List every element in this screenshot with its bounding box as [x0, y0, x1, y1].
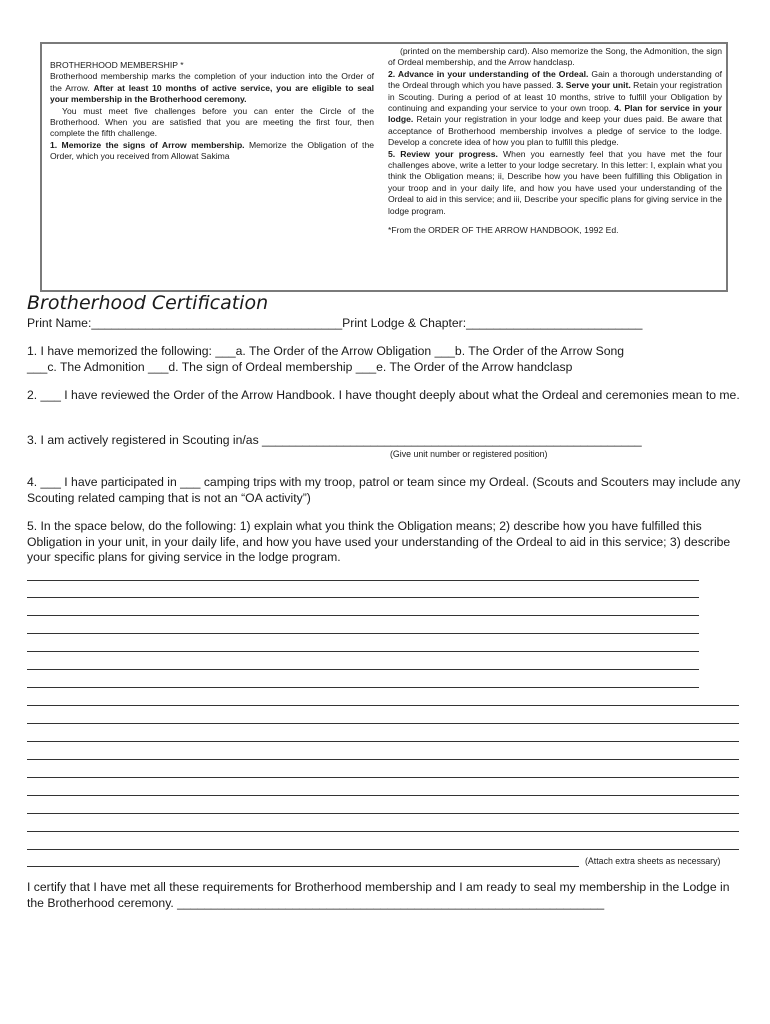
- print-name-field[interactable]: Print Name:_____________________________________Print Lodge & Chapter:__________________________: [27, 316, 643, 330]
- answer-line[interactable]: [27, 669, 699, 670]
- answer-line[interactable]: [27, 866, 579, 867]
- answer-line[interactable]: [27, 580, 699, 581]
- question-1-line-2[interactable]: ___c. The Admonition ___d. The sign of Ordeal membership ___e. The Order of the Arrow handclasp: [27, 360, 573, 374]
- question-1-line-1[interactable]: 1. I have memorized the following: ___a. The Order of the Arrow Obligation ___b. The Order of the Arrow Song: [27, 344, 625, 358]
- info-left-paragraph-3: 1. Memorize the signs of Arrow membership. Memorize the Obligation of the Order, which you received from Allowat Sakima: [50, 139, 374, 162]
- question-2[interactable]: 2. ___ I have reviewed the Order of the Arrow Handbook. I have thought deeply about what the Ordeal and ceremonies mean to me.: [27, 388, 740, 402]
- answer-line[interactable]: [27, 687, 699, 688]
- answer-line[interactable]: [27, 705, 739, 706]
- answer-line[interactable]: [27, 633, 699, 634]
- info-left-column: [50, 60, 374, 163]
- info-left-paragraph-1: Brotherhood membership marks the completion of your induction into the Order of the Arrow. After at least 10 months of active service, you are eligible to seal your membership in the Brotherhood ceremony.: [50, 71, 374, 105]
- question-3[interactable]: 3. I am actively registered in Scouting in/as ________________________________________________________: [27, 433, 642, 447]
- answer-line[interactable]: [27, 795, 739, 796]
- info-left-paragraph-2: You must meet five challenges before you can enter the Circle of the Brotherhood. When you are satisfied that you are meeting the first four, then complete the fifth challenge.: [50, 105, 374, 139]
- question-3-note: (Give unit number or registered position): [390, 449, 548, 459]
- attach-note: (Attach extra sheets as necessary): [585, 856, 721, 866]
- info-heading: BROTHERHOOD MEMBERSHIP *: [50, 60, 184, 70]
- page-title: Brotherhood Certification: [27, 292, 269, 314]
- info-right-paragraph-1: (printed on the membership card). Also memorize the Song, the Admonition, the sign of Ordeal membership, and the Arrow handclasp.: [388, 46, 722, 68]
- answer-line[interactable]: [27, 831, 739, 832]
- answer-line[interactable]: [27, 777, 739, 778]
- info-footnote: *From the ORDER OF THE ARROW HANDBOOK, 1992 Ed.: [388, 225, 619, 236]
- info-right-paragraph-2: 2. Advance in your understanding of the Ordeal. Gain a thorough understanding of the Ordeal through which you have passed. 3. Serve your unit. Retain your registration in Scouting. During a period of at least 10 months, strive to fulfill your Obligation by continuing and expanding your service to your own troop. 4. Plan for service in your lodge. Retain your registration in your lodge and keep your dues paid. Be aware that acceptance of Brotherhood membership involves a pledge of service to the lodge. Develop a concrete idea of how you plan to fulfill this pledge.: [388, 68, 723, 148]
- info-right-column: [388, 46, 722, 237]
- info-box: [40, 42, 728, 292]
- answer-line[interactable]: [27, 849, 739, 850]
- answer-line[interactable]: [27, 615, 699, 616]
- answer-line[interactable]: [27, 723, 739, 724]
- answer-line[interactable]: [27, 741, 739, 742]
- info-right-paragraph-3: 5. Review your progress. When you earnestly feel that you have met the four challenges above, write a letter to your lodge secretary. In this letter: I, explain what you think the Obligation means; ii, Describe how you have been fulfilling this Obligation in your troop and in your daily life, and how you have used your understanding of the Ordeal to aid in this service; and iii, Describe your specific plans for giving service in the lodge program.: [388, 148, 723, 216]
- answer-line[interactable]: [27, 651, 699, 652]
- answer-line[interactable]: [27, 759, 739, 760]
- certification-statement[interactable]: I certify that I have met all these requirements for Brotherhood membership and I am ready to seal my membership in the Lodge in the Brotherhood ceremony. _______________________________________________________________: [27, 880, 730, 910]
- question-5: 5. In the space below, do the following: 1) explain what you think the Obligation means; 2) describe how you have fulfilled this Obligation in your unit, in your daily life, and how you have used your understanding of the Ordeal to aid in this service; 3) describe your specific plans for giving service in the lodge program.: [27, 519, 731, 564]
- question-4[interactable]: 4. ___ I have participated in ___ camping trips with my troop, patrol or team since my Ordeal. (Scouts and Scouters may include any Scouting related camping that is not an “OA activity”): [27, 475, 741, 505]
- answer-line[interactable]: [27, 597, 699, 598]
- answer-line[interactable]: [27, 813, 739, 814]
